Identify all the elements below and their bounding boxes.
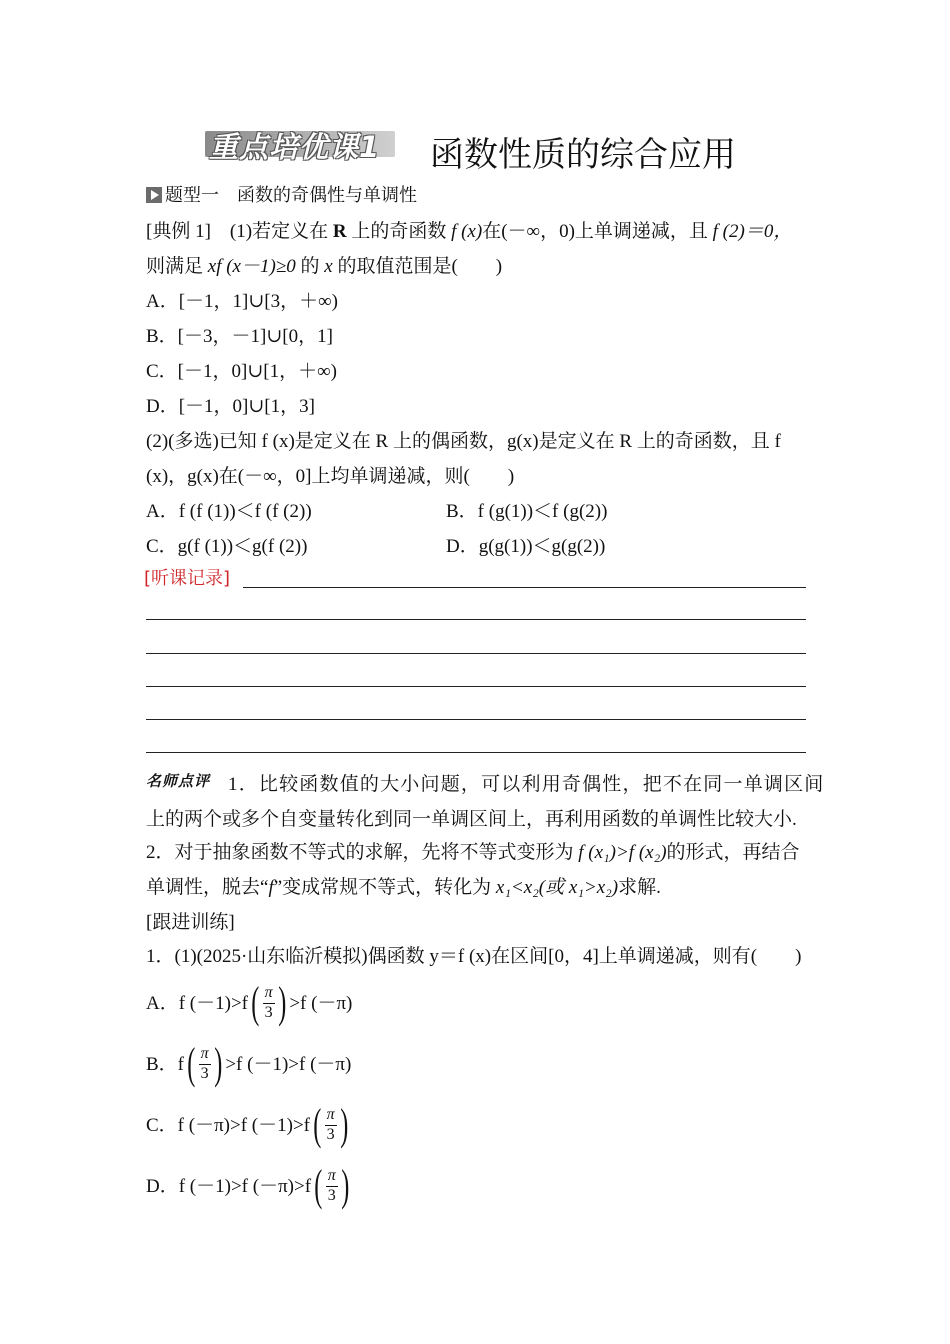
numerator: π	[199, 1045, 211, 1064]
math-f: f	[268, 877, 274, 898]
practice-option-d	[146, 1163, 352, 1209]
text-run: 在(－∞，0)上单调递减，且	[482, 221, 713, 242]
option-1a: A．[－1，1]∪[3，＋∞)	[146, 291, 338, 312]
math-inequality: xf (x－1)≥0	[207, 256, 296, 277]
example-label: [典例 1]	[146, 221, 211, 242]
text-run: ”变成常规不等式，转化为	[273, 877, 496, 898]
right-paren: )	[277, 978, 287, 1027]
text-run: D．f (－1)>f (－π)>f	[146, 1175, 312, 1197]
comment-label: 名师点评	[146, 772, 211, 790]
example-line-1	[146, 222, 792, 241]
left-paren: (	[187, 1039, 196, 1088]
practice-option-a	[146, 980, 352, 1026]
pi-over-3	[325, 1106, 337, 1144]
practice-option-c	[146, 1102, 351, 1148]
section-heading-text: 题型一 函数的奇偶性与单调性	[165, 185, 417, 206]
text-run: 则满足	[146, 256, 208, 277]
math-f2: f (2)＝0，	[712, 221, 793, 242]
math-fx: f (x)	[451, 221, 483, 242]
comment-line-4	[146, 878, 661, 897]
option-1c: C．[－1，0]∪[1，＋∞)	[146, 361, 337, 382]
option-1d: D．[－1，0]∪[1，3]	[146, 396, 315, 417]
notes-line	[146, 752, 806, 753]
part2-line-1: (2)(多选)已知 f (x)是定义在 R 上的偶函数，g(x)是定义在 R 上的奇函数，且 f	[146, 431, 781, 452]
comment-line-1: 1．比较函数值的大小问题，可以利用奇偶性，把不在同一单调区间	[228, 774, 825, 795]
text-run: 2．对于抽象函数不等式的求解，先将不等式变形为	[146, 842, 579, 863]
text-run: C．f (－π)>f (－1)>f	[146, 1114, 310, 1136]
notes-line	[146, 653, 806, 654]
right-paren: )	[339, 1100, 349, 1149]
option-2d: D．g(g(1))＜g(g(2))	[446, 536, 606, 557]
text-run: 求解.	[618, 877, 661, 898]
practice-question-1: 1．(1)(2025·山东临沂模拟)偶函数 y＝f (x)在区间[0，4]上单调递减，则有( )	[146, 946, 802, 967]
notes-line	[146, 619, 806, 620]
text-run: >f (－π)	[289, 992, 353, 1014]
denominator: 3	[264, 1003, 273, 1021]
denominator: 3	[326, 1125, 335, 1143]
notes-line	[146, 686, 806, 687]
comment-line-3	[146, 843, 800, 862]
option-1b: B．[－3，－1]∪[0，1]	[146, 326, 333, 347]
page-title: 函数性质的综合应用	[430, 135, 736, 175]
lesson-banner	[205, 125, 395, 164]
text-run: A．f (－1)>f	[146, 992, 248, 1014]
example-line-2	[146, 257, 502, 276]
pi-over-3	[263, 984, 275, 1022]
practice-label: [跟进训练]	[146, 912, 235, 933]
text-run: 上的奇函数	[346, 221, 452, 242]
math-inequality: f (x₁)>f (x₂)	[578, 842, 667, 863]
math-inequality: x₁<x₂(或 x₁>x₂)	[495, 877, 619, 898]
section-heading	[146, 187, 417, 205]
left-paren: (	[313, 1100, 322, 1149]
option-2b: B．f (g(1))＜f (g(2))	[446, 501, 608, 522]
option-2c: C．g(f (1))＜g(f (2))	[146, 536, 308, 557]
text-run: 单调性，脱去“	[146, 877, 269, 898]
right-paren: )	[213, 1039, 223, 1088]
notes-line	[243, 587, 806, 588]
numerator: π	[263, 984, 275, 1003]
pi-over-3	[199, 1045, 211, 1083]
denominator: 3	[200, 1064, 209, 1082]
right-paren: )	[341, 1161, 350, 1210]
text-run: (1)若定义在	[229, 221, 333, 242]
pi-over-3	[326, 1167, 338, 1205]
text-run: 的形式，再结合	[666, 842, 800, 863]
notes-line	[146, 719, 806, 720]
numerator: π	[325, 1106, 337, 1125]
banner-text: 重点培优课1	[209, 130, 381, 164]
text-run: 的	[295, 256, 325, 277]
text-run: >f (－1)>f (－π)	[225, 1053, 352, 1075]
practice-option-b	[146, 1041, 351, 1087]
left-paren: (	[251, 978, 260, 1027]
option-2a: A．f (f (1))＜f (f (2))	[146, 501, 312, 522]
numerator: π	[326, 1167, 338, 1186]
text-run: 的取值范围是( )	[332, 256, 503, 277]
text-run: B．f	[146, 1053, 185, 1075]
play-icon	[146, 187, 162, 203]
left-paren: (	[314, 1161, 323, 1210]
comment-line-2: 上的两个或多个自变量转化到同一单调区间上，再利用函数的单调性比较大小.	[146, 809, 797, 830]
denominator: 3	[327, 1186, 336, 1204]
math-x: x	[324, 256, 333, 277]
notes-label: [听课记录]	[144, 568, 231, 589]
part2-line-2: (x)，g(x)在(－∞，0]上均单调递减，则( )	[146, 466, 515, 487]
real-set-symbol: R	[332, 221, 347, 242]
